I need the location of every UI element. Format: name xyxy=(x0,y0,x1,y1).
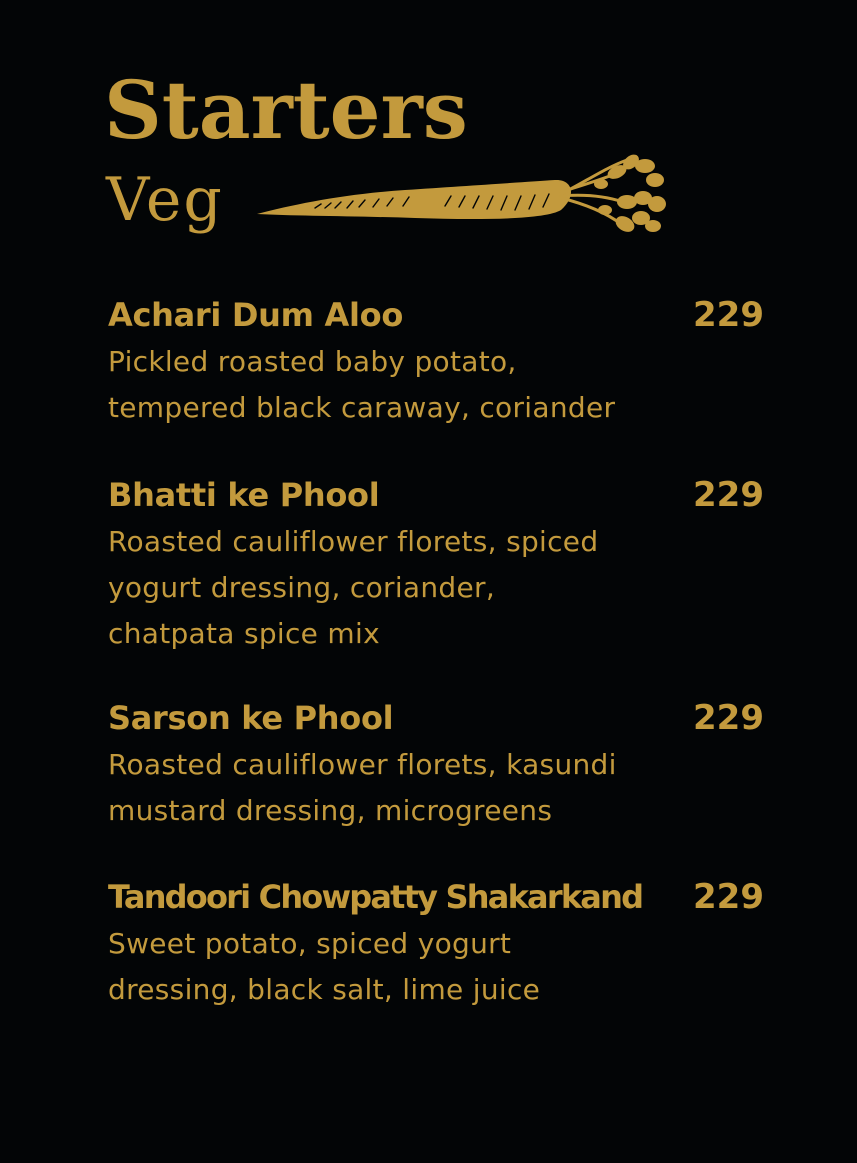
section-subtitle: Veg xyxy=(106,165,224,235)
item-description-line: Roasted cauliflower florets, kasundi xyxy=(108,748,617,781)
item-description-line: chatpata spice mix xyxy=(108,617,380,650)
item-price: 229 xyxy=(693,877,764,917)
item-description-line: dressing, black salt, lime juice xyxy=(108,973,541,1006)
item-price: 229 xyxy=(693,475,764,515)
item-price: 229 xyxy=(693,295,764,335)
item-name: Achari Dum Aloo xyxy=(108,296,404,334)
section-title: Starters xyxy=(104,63,468,157)
carrot-icon xyxy=(255,152,667,236)
item-name: Sarson ke Phool xyxy=(108,699,394,737)
item-name: Tandoori Chowpatty Shakarkand xyxy=(108,878,643,916)
item-name: Bhatti ke Phool xyxy=(108,476,380,514)
item-description-line: yogurt dressing, coriander, xyxy=(108,571,496,604)
item-description-line: Pickled roasted baby potato, xyxy=(108,345,517,378)
item-description xyxy=(108,339,683,431)
item-description-line: Sweet potato, spiced yogurt xyxy=(108,927,512,960)
item-description xyxy=(108,519,683,657)
item-description-line: mustard dressing, microgreens xyxy=(108,794,553,827)
item-price: 229 xyxy=(693,698,764,738)
item-description xyxy=(108,921,683,1013)
item-description xyxy=(108,742,683,834)
item-description-line: tempered black caraway, coriander xyxy=(108,391,616,424)
item-description-line: Roasted cauliflower florets, spiced xyxy=(108,525,599,558)
